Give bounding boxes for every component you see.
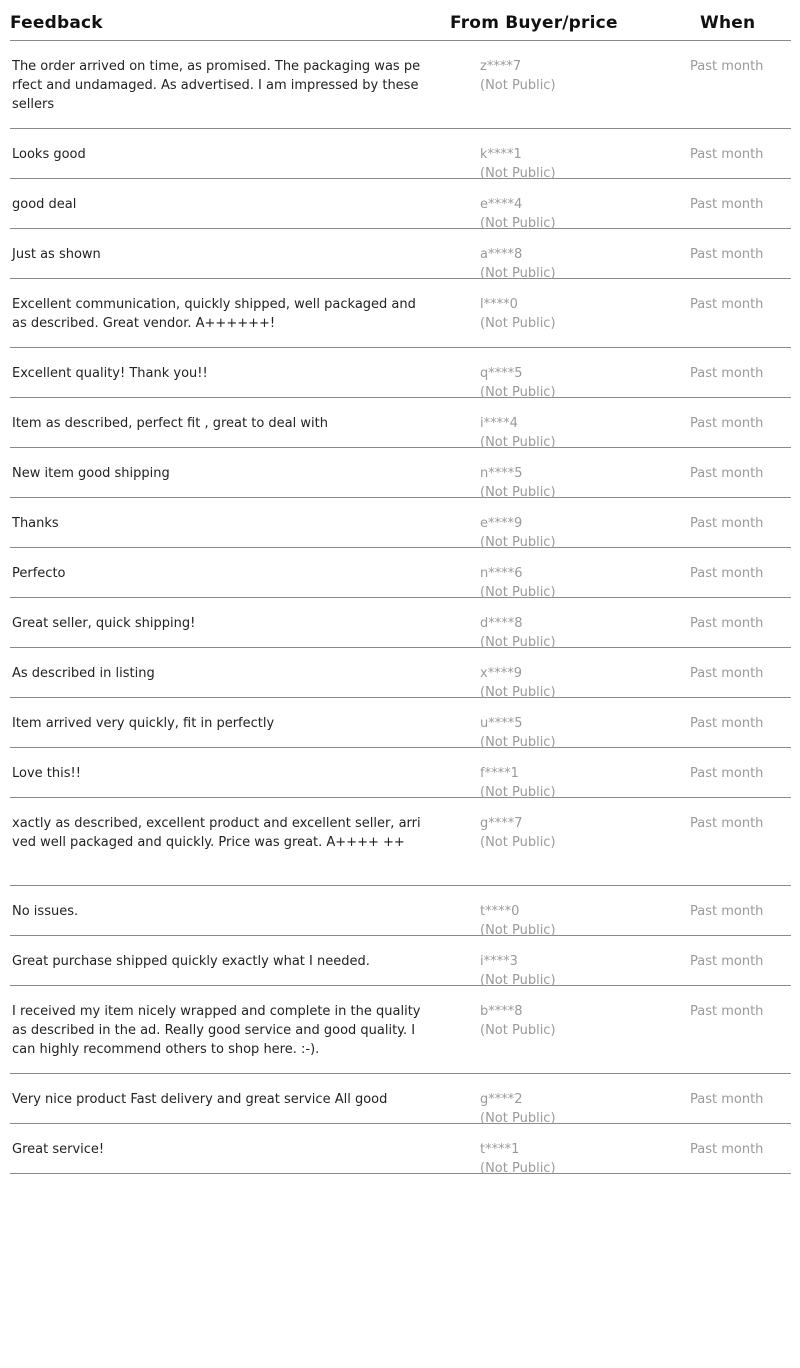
buyer-name: a****8 (480, 247, 523, 262)
feedback-comment: Excellent quality! Thank you!! (12, 366, 208, 381)
buyer-name: n****5 (480, 466, 523, 481)
buyer-price: (Not Public) (480, 216, 556, 231)
buyer-cell (480, 464, 556, 502)
buyer-name: x****9 (480, 666, 522, 681)
buyer-price: (Not Public) (480, 1023, 556, 1038)
buyer-cell (480, 902, 556, 940)
feedback-comment: Very nice product Fast delivery and great service All good (12, 1092, 388, 1107)
feedback-comment: Just as shown (12, 247, 101, 262)
feedback-when: Past month (690, 816, 764, 831)
buyer-price: (Not Public) (480, 1111, 556, 1126)
buyer-name: d****8 (480, 616, 523, 631)
table-row (10, 129, 791, 179)
buyer-price: (Not Public) (480, 385, 556, 400)
table-row (10, 229, 791, 279)
table-row (10, 41, 791, 129)
feedback-when: Past month (690, 1004, 764, 1019)
buyer-price: (Not Public) (480, 635, 556, 650)
buyer-price: (Not Public) (480, 835, 556, 850)
feedback-when: Past month (690, 247, 764, 262)
buyer-name: k****1 (480, 147, 522, 162)
table-row (10, 748, 791, 798)
buyer-cell (480, 814, 556, 852)
buyer-cell (480, 764, 556, 802)
buyer-price: (Not Public) (480, 316, 556, 331)
buyer-price: (Not Public) (480, 166, 556, 181)
buyer-price: (Not Public) (480, 266, 556, 281)
buyer-name: l****0 (480, 297, 518, 312)
table-row (10, 936, 791, 986)
buyer-name: n****6 (480, 566, 523, 581)
buyer-cell (480, 145, 556, 183)
feedback-when: Past month (690, 666, 764, 681)
buyer-cell (480, 364, 556, 402)
table-row (10, 279, 791, 348)
buyer-price: (Not Public) (480, 1161, 556, 1176)
feedback-when: Past month (690, 1142, 764, 1157)
buyer-cell (480, 414, 556, 452)
table-row (10, 798, 791, 886)
buyer-cell (480, 614, 556, 652)
feedback-when: Past month (690, 904, 764, 919)
table-row (10, 1124, 791, 1174)
buyer-name: e****9 (480, 516, 523, 531)
feedback-comment: As described in listing (12, 666, 155, 681)
buyer-name: b****8 (480, 1004, 523, 1019)
buyer-cell (480, 1002, 556, 1040)
header-when: When (700, 13, 756, 33)
buyer-cell (480, 664, 556, 702)
buyer-price: (Not Public) (480, 585, 556, 600)
buyer-name: z****7 (480, 59, 522, 74)
header-feedback: Feedback (10, 13, 103, 33)
buyer-cell (480, 245, 556, 283)
feedback-comment: Great seller, quick shipping! (12, 616, 196, 631)
buyer-price: (Not Public) (480, 535, 556, 550)
table-row (10, 886, 791, 936)
buyer-name: f****1 (480, 766, 519, 781)
table-row (10, 598, 791, 648)
feedback-comment: Great service! (12, 1142, 105, 1157)
buyer-price: (Not Public) (480, 485, 556, 500)
feedback-comment: Item arrived very quickly, fit in perfectly (12, 716, 275, 731)
feedback-when: Past month (690, 366, 764, 381)
buyer-price: (Not Public) (480, 973, 556, 988)
feedback-comment: No issues. (12, 904, 79, 919)
buyer-price: (Not Public) (480, 785, 556, 800)
header-from-buyer-price: From Buyer/price (450, 13, 618, 33)
buyer-name: t****0 (480, 904, 520, 919)
feedback-when: Past month (690, 516, 764, 531)
buyer-name: u****5 (480, 716, 523, 731)
feedback-when: Past month (690, 616, 764, 631)
table-row (10, 548, 791, 598)
table-row (10, 398, 791, 448)
feedback-when: Past month (690, 59, 764, 74)
feedback-comment: Item as described, perfect fit , great to deal with (12, 416, 328, 431)
feedback-comment: xactly as described, excellent product and excellent seller, arrived well packaged and quickly. Price was great. A++++ ++ (12, 816, 421, 850)
feedback-rows (10, 41, 791, 1174)
feedback-table (10, 0, 791, 1174)
buyer-price: (Not Public) (480, 923, 556, 938)
feedback-comment: I received my item nicely wrapped and complete in the quality as described in the ad. Really good service and good quality. I can highly recommend others to shop here. :-). (12, 1004, 421, 1057)
feedback-comment: Perfecto (12, 566, 66, 581)
table-row (10, 498, 791, 548)
table-header (10, 0, 791, 41)
buyer-price: (Not Public) (480, 735, 556, 750)
feedback-comment: Great purchase shipped quickly exactly what I needed. (12, 954, 370, 969)
feedback-when: Past month (690, 416, 764, 431)
buyer-cell (480, 57, 556, 95)
buyer-price: (Not Public) (480, 435, 556, 450)
table-row (10, 179, 791, 229)
buyer-price: (Not Public) (480, 78, 556, 93)
feedback-comment: Love this!! (12, 766, 81, 781)
feedback-comment: The order arrived on time, as promised. The packaging was perfect and undamaged. As advertised. I am impressed by these sellers (12, 59, 421, 112)
buyer-cell (480, 714, 556, 752)
buyer-cell (480, 514, 556, 552)
feedback-when: Past month (690, 716, 764, 731)
buyer-cell (480, 564, 556, 602)
feedback-when: Past month (690, 766, 764, 781)
buyer-cell (480, 295, 556, 333)
feedback-when: Past month (690, 566, 764, 581)
buyer-cell (480, 952, 556, 990)
buyer-cell (480, 1140, 556, 1178)
table-row (10, 448, 791, 498)
table-row (10, 698, 791, 748)
buyer-cell (480, 195, 556, 233)
table-row (10, 1074, 791, 1124)
feedback-when: Past month (690, 197, 764, 212)
buyer-price: (Not Public) (480, 685, 556, 700)
feedback-when: Past month (690, 1092, 764, 1107)
buyer-name: e****4 (480, 197, 523, 212)
buyer-cell (480, 1090, 556, 1128)
feedback-when: Past month (690, 466, 764, 481)
buyer-name: g****7 (480, 816, 523, 831)
feedback-comment: Thanks (12, 516, 59, 531)
buyer-name: q****5 (480, 366, 523, 381)
feedback-comment: New item good shipping (12, 466, 170, 481)
buyer-name: i****4 (480, 416, 518, 431)
table-row (10, 648, 791, 698)
feedback-when: Past month (690, 954, 764, 969)
feedback-comment: good deal (12, 197, 77, 212)
table-row (10, 986, 791, 1074)
buyer-name: t****1 (480, 1142, 520, 1157)
feedback-when: Past month (690, 147, 764, 162)
buyer-name: i****3 (480, 954, 518, 969)
feedback-comment: Excellent communication, quickly shipped, well packaged and as described. Great vendor. A++++++! (12, 297, 416, 331)
feedback-when: Past month (690, 297, 764, 312)
feedback-comment: Looks good (12, 147, 86, 162)
buyer-name: g****2 (480, 1092, 523, 1107)
table-row (10, 348, 791, 398)
